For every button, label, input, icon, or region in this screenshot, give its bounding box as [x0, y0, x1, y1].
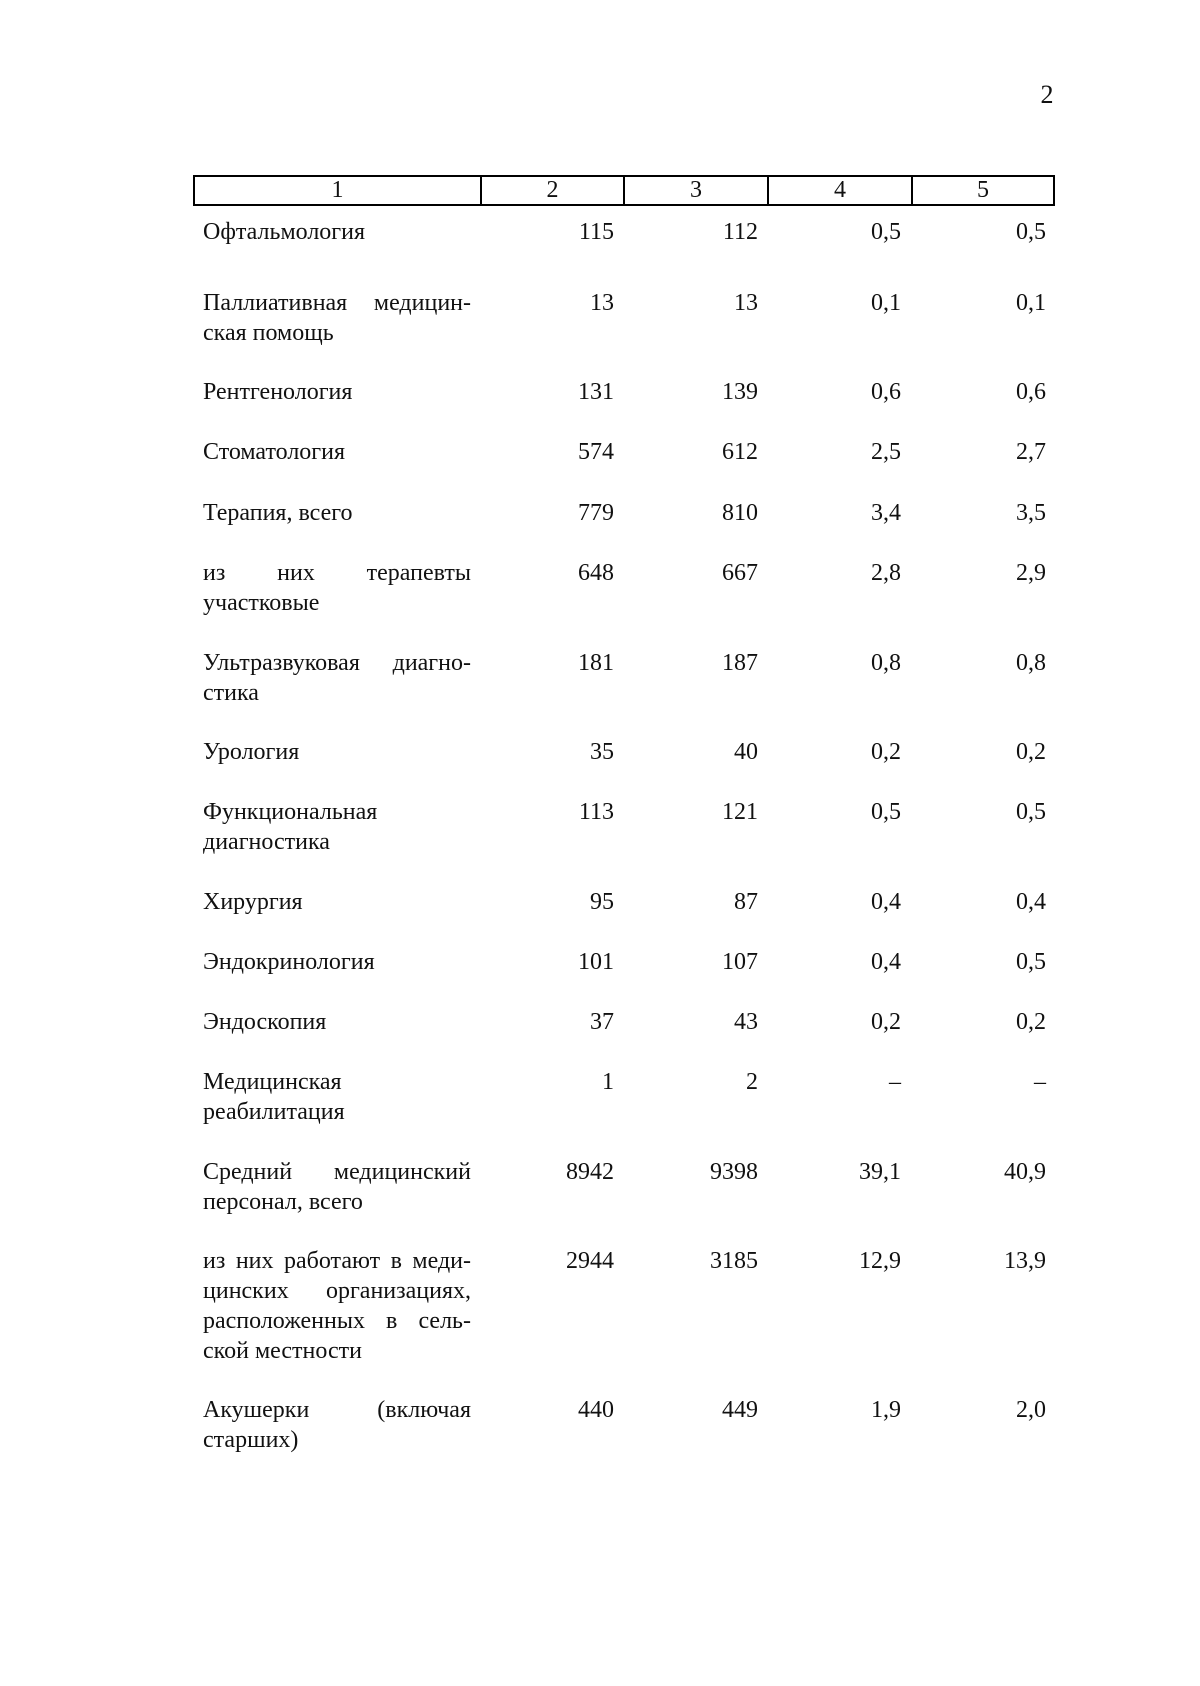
- value-col-2: 101: [578, 949, 614, 975]
- value-col-2: 37: [590, 1009, 614, 1035]
- value-col-4: 12,9: [859, 1248, 901, 1274]
- table-header: [193, 175, 1055, 206]
- row-label-line: Стоматология: [203, 439, 346, 465]
- value-col-3: 40: [734, 739, 758, 765]
- value-col-2: 35: [590, 739, 614, 765]
- row-label-line: стика: [203, 680, 259, 706]
- value-col-3: 187: [722, 650, 758, 676]
- row-label-line: персонал, всего: [203, 1189, 363, 1215]
- row-label-line: Эндоскопия: [203, 1009, 327, 1035]
- value-col-5: 3,5: [1016, 500, 1046, 526]
- value-col-3: 112: [722, 219, 758, 245]
- value-col-3: 810: [722, 500, 758, 526]
- value-col-4: 0,5: [871, 799, 901, 825]
- row-label-line: Акушерки (включая: [203, 1397, 471, 1423]
- row-label-line: Функциональная: [203, 799, 378, 825]
- value-col-3: 107: [722, 949, 758, 975]
- row-label-line: Офтальмология: [203, 219, 366, 245]
- row-label-line: Эндокринология: [203, 949, 375, 975]
- value-col-2: 440: [578, 1397, 614, 1423]
- value-col-2: 8942: [566, 1159, 614, 1185]
- row-label-line: участковые: [203, 590, 320, 616]
- row-label-line: ской местности: [203, 1338, 362, 1364]
- row-label: [203, 1067, 471, 1127]
- value-col-4: 0,1: [871, 290, 901, 316]
- value-col-3: 121: [722, 799, 758, 825]
- value-col-5: –: [1034, 1069, 1046, 1095]
- value-col-2: 113: [578, 799, 614, 825]
- value-col-4: 2,5: [871, 439, 901, 465]
- row-label: [203, 797, 471, 857]
- value-col-3: 3185: [710, 1248, 758, 1274]
- row-label: [203, 1395, 471, 1455]
- value-col-4: 0,4: [871, 949, 901, 975]
- value-col-2: 779: [578, 500, 614, 526]
- value-col-5: 2,9: [1016, 560, 1046, 586]
- row-label: [203, 377, 471, 407]
- row-label: [203, 1157, 471, 1217]
- value-col-3: 87: [734, 889, 758, 915]
- value-col-3: 43: [734, 1009, 758, 1035]
- row-label-line: ская помощь: [203, 320, 334, 346]
- value-col-2: 95: [590, 889, 614, 915]
- row-label: [203, 498, 471, 528]
- value-col-5: 2,7: [1016, 439, 1046, 465]
- value-col-3: 13: [734, 290, 758, 316]
- value-col-4: 0,4: [871, 889, 901, 915]
- row-label: [203, 558, 471, 618]
- header-cell-3: 3: [625, 177, 769, 204]
- value-col-4: 0,8: [871, 650, 901, 676]
- row-label-line: Рентгенология: [203, 379, 353, 405]
- value-col-3: 9398: [710, 1159, 758, 1185]
- row-label-line: цинских организациях,: [203, 1278, 471, 1304]
- value-col-4: 0,2: [871, 739, 901, 765]
- value-col-5: 13,9: [1004, 1248, 1046, 1274]
- value-col-4: 3,4: [871, 500, 901, 526]
- row-label: [203, 437, 471, 467]
- value-col-5: 0,6: [1016, 379, 1046, 405]
- value-col-2: 131: [578, 379, 614, 405]
- value-col-4: 39,1: [859, 1159, 901, 1185]
- row-label-line: из них работают в меди-: [203, 1248, 471, 1274]
- value-col-4: –: [889, 1069, 901, 1095]
- row-label: [203, 288, 471, 348]
- value-col-3: 139: [722, 379, 758, 405]
- value-col-5: 0,5: [1016, 949, 1046, 975]
- value-col-5: 0,4: [1016, 889, 1046, 915]
- row-label: [203, 737, 471, 767]
- row-label: [203, 1007, 471, 1037]
- value-col-5: 2,0: [1016, 1397, 1046, 1423]
- row-label-line: Терапия, всего: [203, 500, 353, 526]
- header-cell-2: 2: [482, 177, 625, 204]
- value-col-2: 2944: [566, 1248, 614, 1274]
- value-col-5: 0,1: [1016, 290, 1046, 316]
- value-col-4: 0,6: [871, 379, 901, 405]
- value-col-4: 2,8: [871, 560, 901, 586]
- value-col-3: 667: [722, 560, 758, 586]
- row-label-line: реабилитация: [203, 1099, 345, 1125]
- value-col-3: 612: [722, 439, 758, 465]
- value-col-2: 1: [602, 1069, 614, 1095]
- row-label: [203, 1246, 471, 1366]
- value-col-5: 0,2: [1016, 739, 1046, 765]
- row-label-line: из них терапевты: [203, 560, 471, 586]
- row-label-line: Паллиативная медицин-: [203, 290, 471, 316]
- row-label-line: Средний медицинский: [203, 1159, 471, 1185]
- value-col-5: 0,5: [1016, 219, 1046, 245]
- value-col-5: 0,2: [1016, 1009, 1046, 1035]
- row-label-line: старших): [203, 1427, 299, 1453]
- row-label: [203, 947, 471, 977]
- value-col-4: 0,5: [871, 219, 901, 245]
- value-col-2: 574: [578, 439, 614, 465]
- value-col-2: 181: [578, 650, 614, 676]
- page-number: 2: [1040, 80, 1054, 109]
- value-col-5: 0,8: [1016, 650, 1046, 676]
- value-col-2: 115: [578, 219, 614, 245]
- row-label-line: Медицинская: [203, 1069, 342, 1095]
- row-label-line: расположенных в сель-: [203, 1308, 471, 1334]
- header-cell-5: 5: [977, 177, 989, 203]
- row-label-line: Хирургия: [203, 889, 303, 915]
- value-col-2: 648: [578, 560, 614, 586]
- row-label-line: Ультразвуковая диагно-: [203, 650, 471, 676]
- value-col-3: 449: [722, 1397, 758, 1423]
- value-col-4: 0,2: [871, 1009, 901, 1035]
- header-cell-1: 1: [195, 177, 482, 204]
- value-col-2: 13: [590, 290, 614, 316]
- row-label-line: диагностика: [203, 829, 330, 855]
- value-col-5: 0,5: [1016, 799, 1046, 825]
- row-label-line: Урология: [203, 739, 300, 765]
- row-label: [203, 217, 471, 247]
- header-cell-4: 4: [769, 177, 913, 204]
- value-col-5: 40,9: [1004, 1159, 1046, 1185]
- value-col-4: 1,9: [871, 1397, 901, 1423]
- value-col-3: 2: [746, 1069, 758, 1095]
- row-label: [203, 887, 471, 917]
- row-label: [203, 648, 471, 708]
